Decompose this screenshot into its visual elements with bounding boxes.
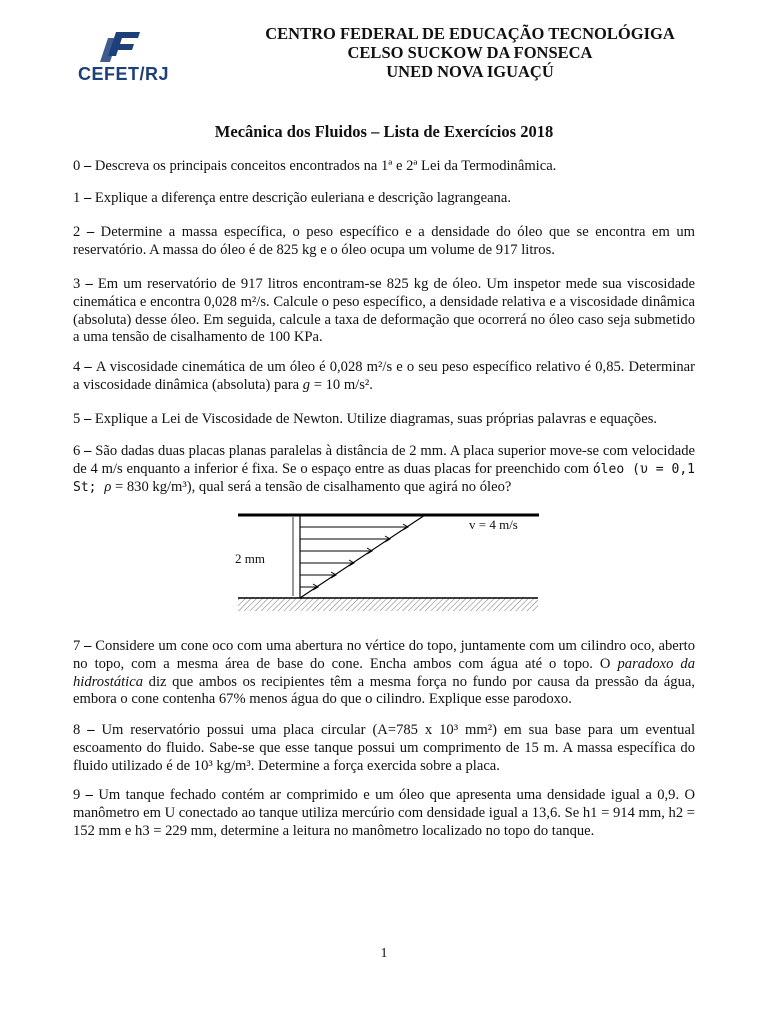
question-9: 9 – Um tanque fechado contém ar comprimido e um óleo que apresenta uma densidade igual a 0,9. O manômetro em U conectado ao tanque utiliza mercúrio com densidade igual a 13,6. Se h1 = 914 mm, h2 = 152 mm e h3 = 229 mm, determine a leitura no manômetro localizado no topo do tanque.	[73, 787, 696, 839]
question-text: Explique a diferença entre descrição euleriana e descrição lagrangeana.	[94, 190, 511, 206]
document-title: Mecânica dos Fluidos – Lista de Exercícios 2018	[214, 122, 554, 141]
question-number: 2	[73, 224, 81, 240]
question-number: 7	[73, 638, 81, 654]
question-2: 2 – Determine a massa específica, o peso específico e a densidade do óleo que se encontra em um reservatório. A massa do óleo é de 825 kg e o óleo ocupa um volume de 917 litros.	[73, 224, 695, 258]
cefet-logo	[78, 28, 178, 88]
velocity-profile-diagram	[233, 503, 545, 615]
question-1: 1 – Explique a diferença entre descrição euleriana e descrição lagrangeana.	[73, 190, 511, 206]
institution-header	[230, 24, 710, 81]
question-number: 3	[73, 276, 81, 292]
header-line-1: CENTRO FEDERAL DE EDUCAÇÃO TECNOLÓGIGA	[265, 24, 675, 43]
question-number: 8	[73, 722, 81, 738]
logo-text: CEFET/RJ	[78, 64, 170, 84]
question-6: 6 – São dadas duas placas planas paralelas à distância de 2 mm. A placa superior move-se com velocidade de 4 m/s enquanto a inferior é fixa. Se o espaço entre as duas placas for preenchido com óleo (υ = 0,1 St; ρ = 830 kg/m³), qual será a tensão de cisalhamento que agirá no óleo?	[73, 443, 696, 495]
question-number: 0	[73, 158, 81, 174]
question-text: Um tanque fechado contém ar comprimido e um óleo que apresenta uma densidade igual a 0,9. O manômetro em U conectado ao tanque utiliza mercúrio com densidade igual a 13,6. Se h1 = 914 mm, h2 = 152 mm e h3 = 229 mm, determine a leitura no manômetro localizado no topo do tanque.	[73, 787, 696, 839]
question-text: Explique a Lei de Viscosidade de Newton. Utilize diagramas, suas próprias palavras e equações.	[94, 411, 658, 427]
header-line-2: CELSO SUCKOW DA FONSECA	[347, 43, 593, 62]
question-5: 5 – Explique a Lei de Viscosidade de Newton. Utilize diagramas, suas próprias palavras e equações.	[73, 411, 658, 427]
velocity-label: v = 4 m/s	[469, 517, 518, 532]
cefet-emblem-icon	[78, 28, 178, 68]
question-4: 4 – A viscosidade cinemática de um óleo é 0,028 m²/s e o seu peso específico relativo é 0,85. Determinar a viscosidade dinâmica (absoluta) para g = 10 m/s².	[73, 359, 696, 393]
fixed-plate-hatch	[238, 597, 538, 611]
question-text: Em um reservatório de 917 litros encontram-se 825 kg de óleo. Um inspetor mede sua viscosidade cinemática e encontra 0,028 m²/s. Calcule o peso específico, a densidade relativa e a viscosidade dinâmica (absoluta) desse óleo. Em seguida, calcule a taxa de deformação que ocorrerá no óleo caso seja submetido a uma tensão de cisalhamento de 100 KPa.	[73, 276, 696, 346]
question-number: 5	[73, 411, 81, 427]
question-8: 8 – Um reservatório possui uma placa circular (A=785 x 10³ mm²) em sua base para um eventual escoamento do fluido. Sabe-se que esse tanque possui um comprimento de 15 m. A massa específica do fluido utilizado é de 10³ kg/m³. Determine a força exercida sobre a placa.	[73, 722, 695, 774]
header-line-3: UNED NOVA IGUAÇÚ	[386, 62, 554, 81]
gap-label: 2 mm	[235, 551, 265, 566]
question-text: Um reservatório possui uma placa circular (A=785 x 10³ mm²) em sua base para um eventual escoamento do fluido. Sabe-se que esse tanque possui um comprimento de 15 m. A massa específica do fluido utilizado é de 10³ kg/m³. Determine a força exercida sobre a placa.	[73, 722, 695, 774]
question-text: Determine a massa específica, o peso específico e a densidade do óleo que se encontra em um reservatório. A massa do óleo é de 825 kg e o óleo ocupa um volume de 917 litros.	[73, 224, 695, 258]
question-number: 4	[73, 359, 81, 375]
question-number: 9	[73, 787, 81, 803]
question-number: 6	[73, 443, 81, 459]
question-7: 7 – Considere um cone oco com uma abertura no vértice do topo, juntamente com um cilindro oco, aberto no topo, com a mesma área de base do cone. Encha ambos com água até o topo. O paradoxo da hidrostática diz que ambos os recipientes têm a mesma força no fundo por causa da pressão da água, embora o cone contenha 67% menos água do que o cilindro. Explique esse parodoxo.	[73, 638, 695, 708]
question-0: 0 – Descreva os principais conceitos encontrados na 1ª e 2ª Lei da Termodinâmica.	[73, 158, 557, 174]
page-number: 1	[380, 946, 388, 961]
question-3: 3 – Em um reservatório de 917 litros encontram-se 825 kg de óleo. Um inspetor mede sua viscosidade cinemática e encontra 0,028 m²/s. Calcule o peso específico, a densidade relativa e a viscosidade dinâmica (absoluta) desse óleo. Em seguida, calcule a taxa de deformação que ocorrerá no óleo caso seja submetido a uma tensão de cisalhamento de 100 KPa.	[73, 276, 696, 346]
velocity-arrows	[300, 524, 408, 590]
question-number: 1	[73, 190, 81, 206]
question-text: Descreva os principais conceitos encontrados na 1ª e 2ª Lei da Termodinâmica.	[94, 158, 557, 174]
